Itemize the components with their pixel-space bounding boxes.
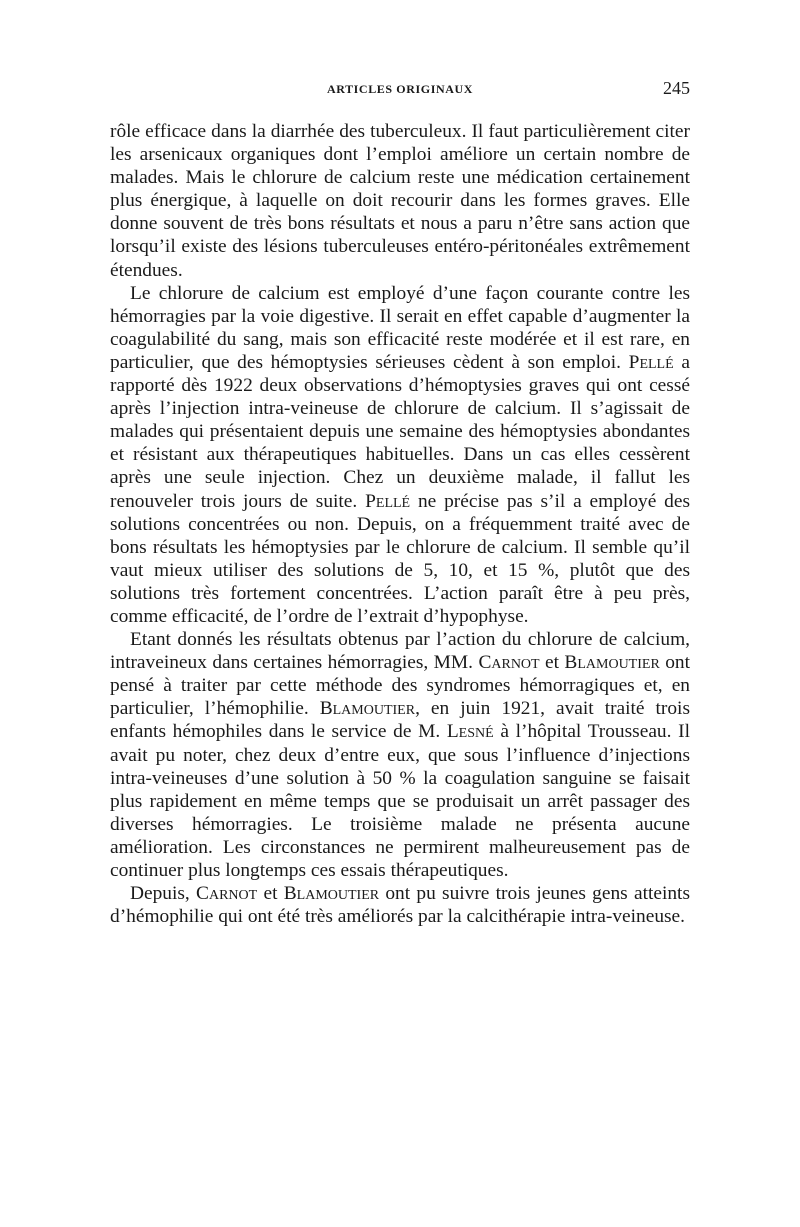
author-name: Pellé	[365, 490, 411, 512]
text-run: ont pu suivre trois jeunes gens atteints d’hémophilie qui ont été très améliorés par la calcithérapie intra-veineuse.	[110, 883, 690, 928]
running-head	[110, 78, 690, 104]
page-number: 245	[663, 78, 690, 98]
author-name: Blamoutier	[283, 883, 380, 905]
text-run: a rapporté dès 1922 deux observations d’hémoptysies graves qui ont cessé après l’injection intra-veineuse de chlorure de calcium. Il s’agissait de malades qui présentaient depuis une semaine des hémoptysies abondantes et résistant aux thérapeutiques habituelles. Dans un cas elles cessèrent après une seule injection. Chez un deuxième malade, il fallut les renouveler trois jours de suite.	[110, 351, 690, 512]
text-run: ont pensé à traiter par cette méthode des syndromes hémorragiques et, en particulier, l’hémophilie.	[110, 652, 690, 720]
author-name: Carnot	[478, 652, 540, 674]
author-name: Carnot	[196, 883, 258, 905]
author-name: Blamoutier	[319, 698, 416, 720]
document-page	[110, 78, 690, 928]
running-title: ARTICLES ORIGINAUX	[326, 82, 474, 96]
text-run: Depuis,	[130, 883, 197, 905]
author-name: Blamoutier	[564, 652, 660, 674]
text-run: Le chlorure de calcium est employé d’une façon courante contre les hémorragies par la voie digestive. Il serait en effet capable d’augmenter la coagulabilité du sang, mais son efficacité reste modérée et il est rare, en particulier, que des hémoptysies sérieuses cèdent à son emploi.	[110, 282, 690, 373]
text-run: Etant donnés les résultats obtenus par l’action du chlorure de calcium, intraveineux dans certaines hémorragies, MM.	[110, 629, 690, 674]
text-run: , en juin 1921, avait traité trois enfants hémophiles dans le service de M.	[110, 698, 690, 743]
author-name: Pellé	[628, 351, 674, 373]
paragraph	[110, 628, 690, 882]
text-run: et	[257, 883, 284, 905]
paragraph	[110, 882, 690, 928]
author-name: Lesné	[446, 721, 494, 743]
paragraph	[110, 282, 690, 628]
text-run: rôle efficace dans la diarrhée des tuberculeux. Il faut particulièrement citer les arsenicaux organiques dont l’emploi améliore un certain nombre de malades. Mais le chlorure de calcium reste une médication certainement plus énergique, à laquelle on doit recourir dans les formes graves. Elle donne souvent de très bons résultats et nous a paru n’être sans action que lorsqu’il existe des lésions tuberculeuses entéro-péritonéales extrêmement étendues.	[110, 121, 690, 281]
text-run: et	[539, 652, 565, 674]
body-text	[110, 120, 690, 928]
text-run: à l’hôpital Trousseau. Il avait pu noter, chez deux d’entre eux, que sous l’influence d’injections intra-veineuses d’une solution à 50 % la coagulation sanguine se faisait plus rapidement en même temps que se produisait un arrêt passager des diverses hémorragies. Le troisième malade ne présenta aucune amélioration. Les circonstances ne permirent malheureusement pas de continuer plus longtemps ces essais thérapeutiques.	[110, 721, 690, 881]
text-run: ne précise pas s’il a employé des solutions concentrées ou non. Depuis, on a fréquemment traité avec de bons résultats les hémoptysies par le chlorure de calcium. Il semble qu’il vaut mieux utiliser des solutions de 5, 10, et 15 %, plutôt que des solutions très fortement concentrées. L’action paraît être à peu près, comme efficacité, de l’ordre de l’extrait d’hypophyse.	[110, 490, 690, 627]
paragraph	[110, 120, 690, 282]
